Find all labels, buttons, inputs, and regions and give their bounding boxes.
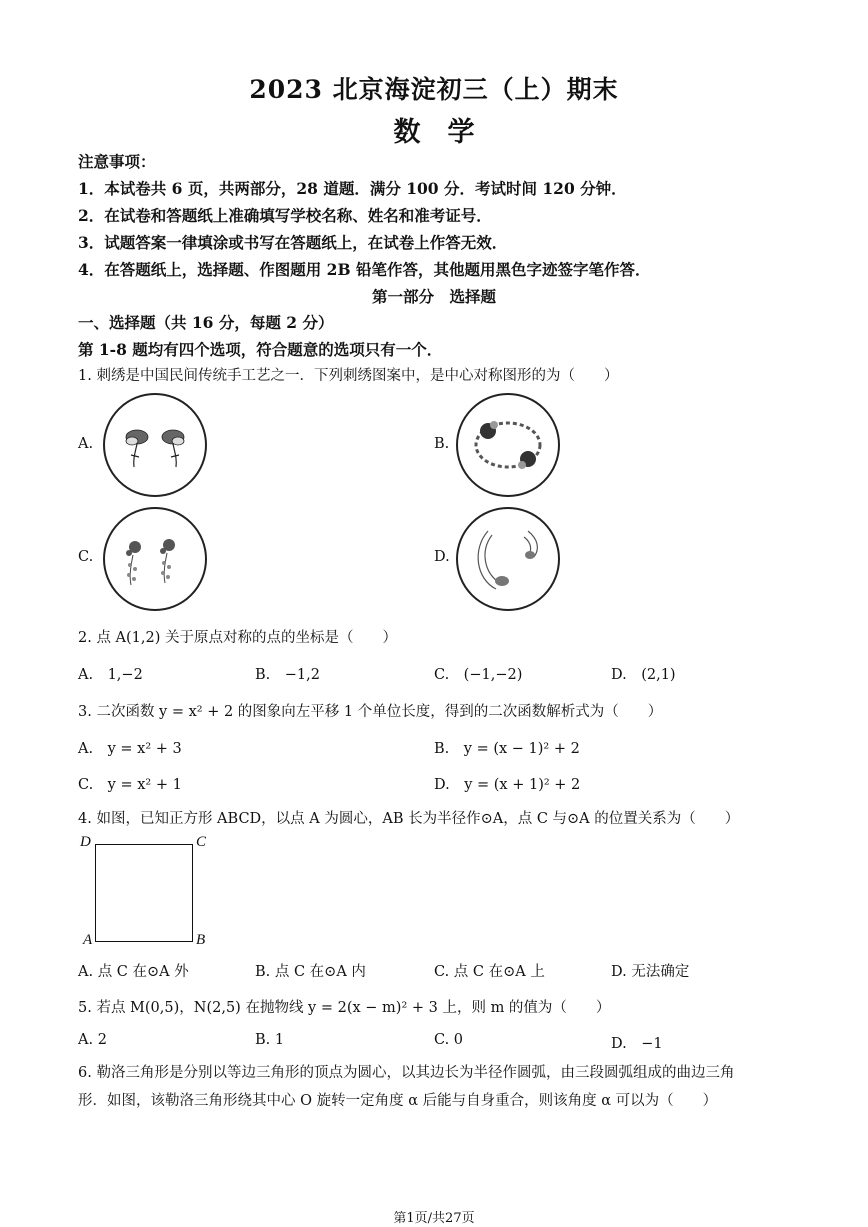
- note-item-1: 1．本试卷共 6 页，共两部分，28 道题．满分 100 分．考试时间 120 分钟．: [78, 179, 627, 198]
- q3-option-c: C. y = x² + 1: [78, 777, 182, 793]
- q5-option-c: C. 0: [434, 1032, 464, 1048]
- q3-option-d: D. y = (x + 1)² + 2: [434, 777, 581, 793]
- square-shape: [95, 844, 193, 942]
- page-footer: 第1页/共27页: [393, 1211, 475, 1226]
- q2-option-c: C. (−1,−2): [434, 667, 523, 683]
- note-item-2: 2．在试卷和答题纸上准确填写学校名称、姓名和准考证号．: [78, 206, 492, 225]
- vertex-c-label: C: [196, 834, 207, 850]
- question-3-text: 3. 二次函数 y = x² + 2 的图象向左平移 1 个单位长度，得到的二次函数解析式为（ ）: [78, 704, 663, 720]
- q4-option-c: C. 点 C 在⊙A 上: [434, 964, 545, 980]
- q4-option-a: A. 点 C 在⊙A 外: [78, 964, 189, 980]
- vertex-d-label: D: [80, 834, 91, 850]
- q3-option-b: B. y = (x − 1)² + 2: [434, 741, 580, 757]
- question-4-text: 4. 如图，已知正方形 ABCD，以点 A 为圆心，AB 长为半径作⊙A，点 C 与⊙A 的位置关系为（ ）: [78, 811, 740, 827]
- q5-option-a: A. 2: [78, 1032, 107, 1048]
- square-abcd-figure: [78, 834, 218, 950]
- question-1-text: 1. 刺绣是中国民间传统手工艺之一．下列刺绣图案中，是中心对称图形的为（ ）: [78, 368, 619, 384]
- q5-option-d: D. −1: [611, 1036, 663, 1052]
- embroidery-a-image: [103, 393, 207, 497]
- notes-heading: 注意事项：: [78, 152, 156, 171]
- embroidery-d-image: [456, 507, 560, 611]
- q2-option-b: B. −1,2: [255, 667, 320, 683]
- vertex-a-label: A: [83, 932, 93, 948]
- note-item-4: 4．在答题纸上，选择题、作图题用 2B 铅笔作答，其他题用黑色字迹签字笔作答．: [78, 260, 651, 279]
- q2-option-d: D. (2,1): [611, 667, 676, 683]
- part-title: 第一部分 选择题: [371, 287, 496, 306]
- q1-option-b-label: B.: [434, 436, 450, 452]
- q1-option-c-label: C.: [78, 549, 94, 565]
- question-2-text: 2. 点 A(1,2) 关于原点对称的点的坐标是（ ）: [78, 630, 398, 646]
- question-6-text-line1: 6. 勒洛三角形是分别以等边三角形的顶点为圆心，以其边长为半径作圆弧，由三段圆弧组成的曲边三角: [78, 1065, 735, 1081]
- question-5-text: 5. 若点 M(0,5)，N(2,5) 在抛物线 y = 2(x − m)² + 3 上，则 m 的值为（ ）: [78, 1000, 611, 1016]
- q1-option-a-label: A.: [78, 436, 94, 452]
- section-title: 一、选择题（共 16 分，每题 2 分）: [78, 313, 334, 332]
- q5-option-b: B. 1: [255, 1032, 285, 1048]
- q3-option-a: A. y = x² + 3: [78, 741, 182, 757]
- q1-option-d-label: D.: [434, 549, 450, 565]
- exam-subject: 数 学: [393, 117, 475, 148]
- q4-option-b: B. 点 C 在⊙A 内: [255, 964, 366, 980]
- q2-option-a: A. 1,−2: [78, 667, 143, 683]
- embroidery-b-image: [456, 393, 560, 497]
- embroidery-c-image: [103, 507, 207, 611]
- vertex-b-label: B: [196, 932, 206, 948]
- section-instruction: 第 1-8 题均有四个选项，符合题意的选项只有一个．: [78, 340, 443, 359]
- exam-title: 2023 北京海淀初三（上）期末: [249, 75, 619, 104]
- note-item-3: 3．试题答案一律填涂或书写在答题纸上，在试卷上作答无效．: [78, 233, 508, 252]
- q4-option-d: D. 无法确定: [611, 964, 690, 980]
- question-6-text-line2: 形．如图，该勒洛三角形绕其中心 O 旋转一定角度 α 后能与自身重合，则该角度 α 可以为（ ）: [78, 1093, 718, 1109]
